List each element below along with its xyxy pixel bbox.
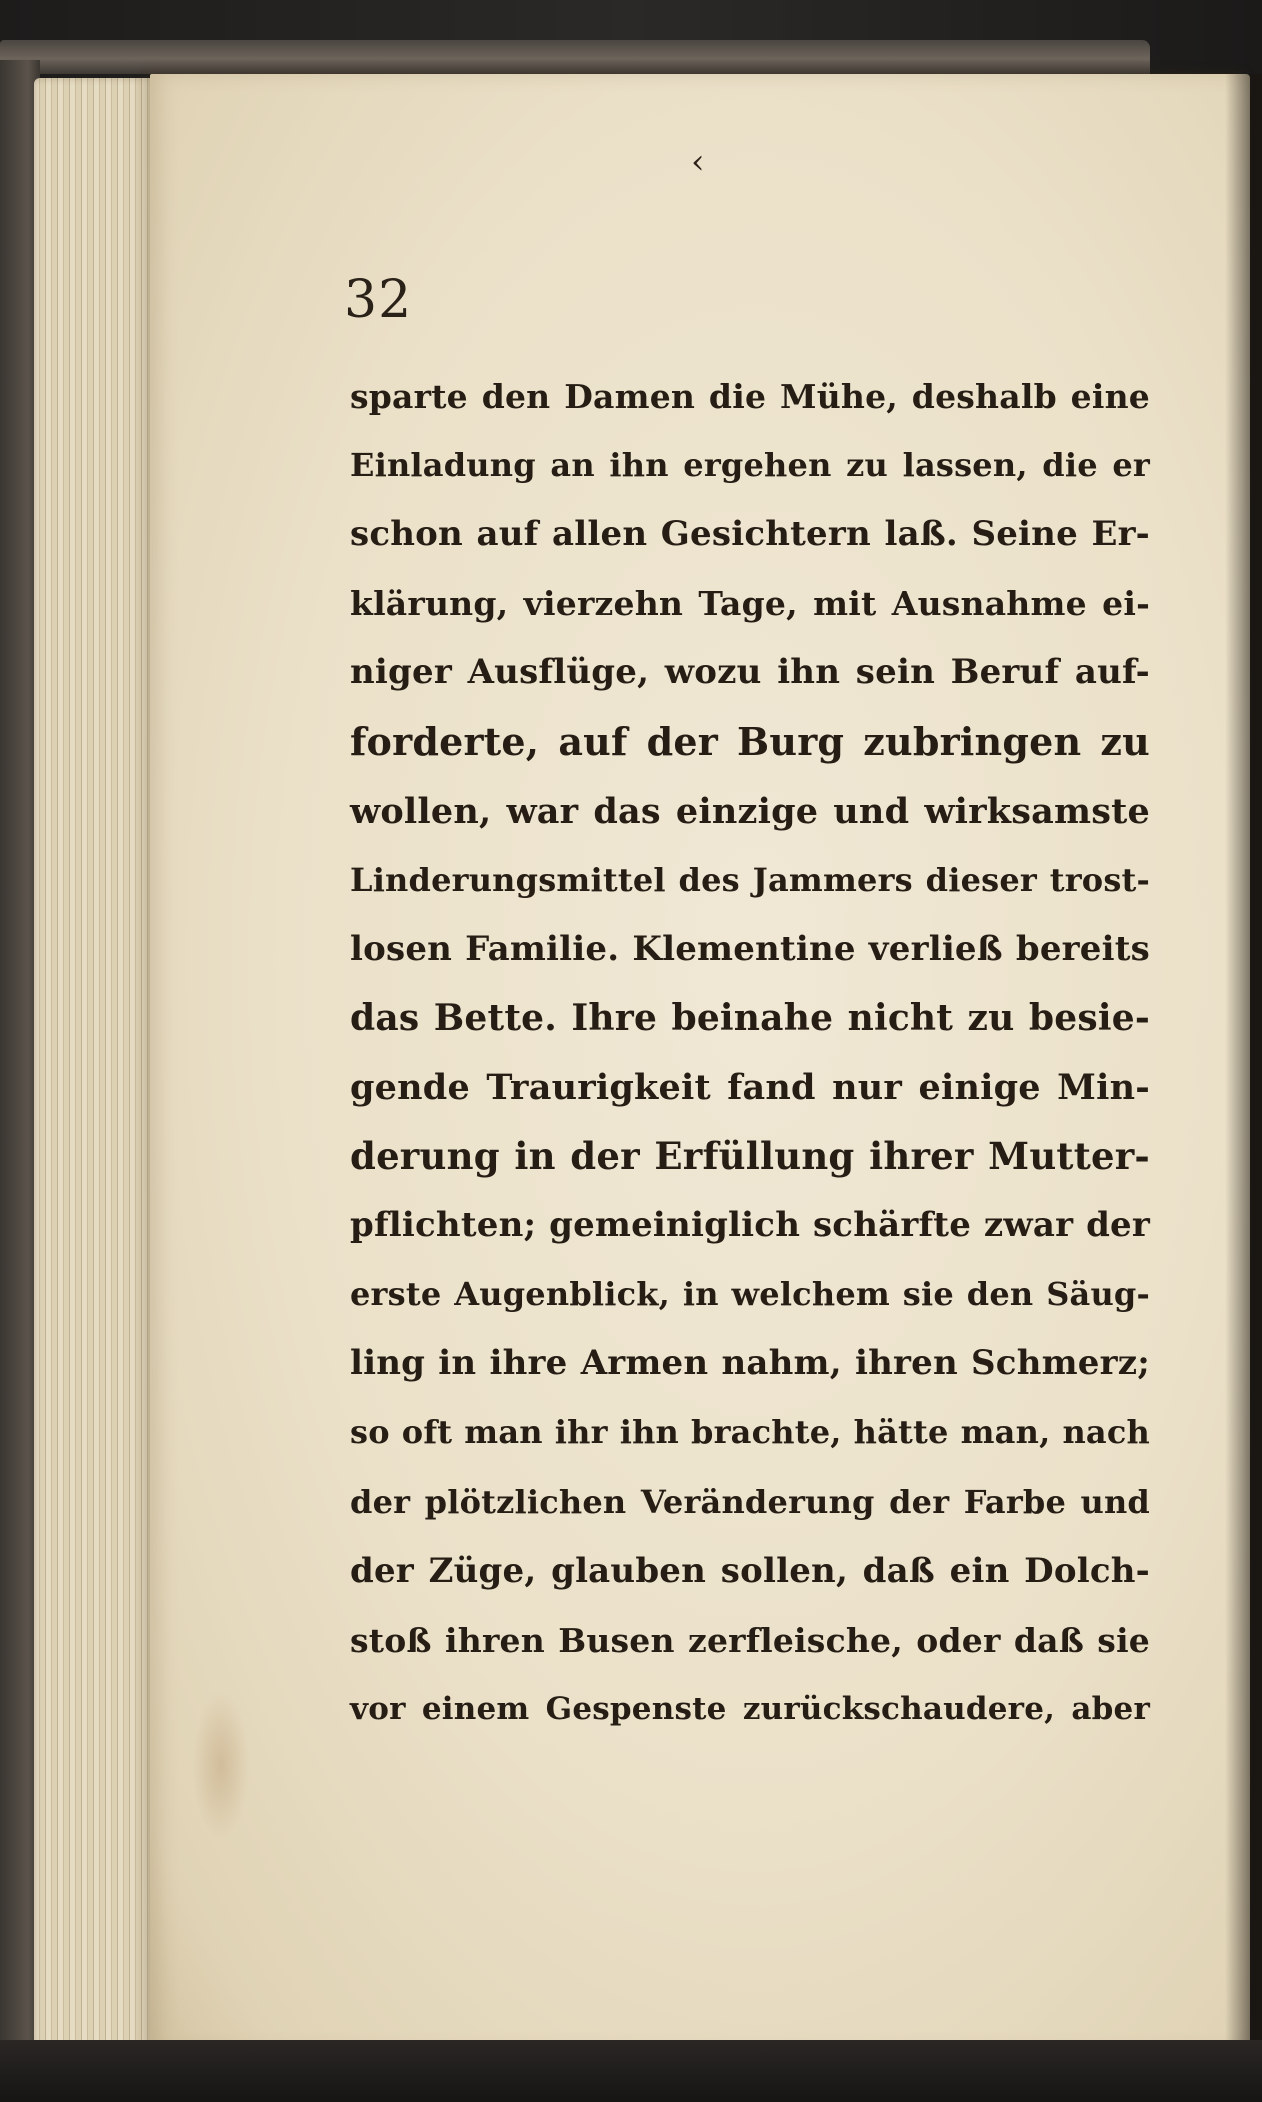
text-line: losen Familie. Klementine verließ bereits xyxy=(350,928,1150,969)
text-line: wollen, war das einzige und wirksamste xyxy=(350,790,1150,832)
book-cover-bottom xyxy=(0,2040,1262,2102)
body-text xyxy=(350,362,1150,1744)
page-edge-shadow xyxy=(1225,74,1262,2050)
text-line: schon auf allen Gesichtern laß. Seine Er- xyxy=(350,514,1150,555)
text-line: erste Augenblick, in welchem sie den Säug- xyxy=(350,1275,1150,1314)
text-line: so oft man ihr ihn brachte, hätte man, nach xyxy=(350,1413,1150,1452)
text-line: derung in der Erfüllung ihrer Mutter- xyxy=(350,1134,1150,1179)
text-line: sparte den Damen die Mühe, deshalb eine xyxy=(350,377,1150,416)
text-line: forderte, auf der Burg zubringen zu xyxy=(350,719,1150,765)
book-cover-top xyxy=(0,40,1150,74)
text-line: klärung, vierzehn Tage, mit Ausnahme ei- xyxy=(350,584,1150,624)
printer-mark: ‹ xyxy=(691,142,705,182)
text-line: vor einem Gespenste zurückschaudere, aber xyxy=(350,1690,1150,1727)
text-line: gende Traurigkeit fand nur einige Min- xyxy=(350,1066,1150,1108)
text-line: stoß ihren Busen zerfleische, oder daß sie xyxy=(350,1620,1150,1660)
text-line: der Züge, glauben sollen, daß ein Dolch- xyxy=(350,1550,1150,1591)
text-line: niger Ausflüge, wozu ihn sein Beruf auf- xyxy=(350,652,1150,693)
text-line: der plötzlichen Veränderung der Farbe und xyxy=(350,1482,1150,1521)
page-number: 32 xyxy=(344,270,413,330)
text-line: Linderungsmittel des Jammers dieser trost- xyxy=(350,860,1150,899)
text-line: Einladung an ihn ergehen zu lassen, die er xyxy=(350,446,1150,485)
text-line: pflichten; gemeiniglich schärfte zwar der xyxy=(350,1205,1150,1246)
text-line: das Bette. Ihre beinahe nicht zu besie- xyxy=(350,996,1150,1039)
text-line: ling in ihre Armen nahm, ihren Schmerz; xyxy=(350,1343,1150,1384)
